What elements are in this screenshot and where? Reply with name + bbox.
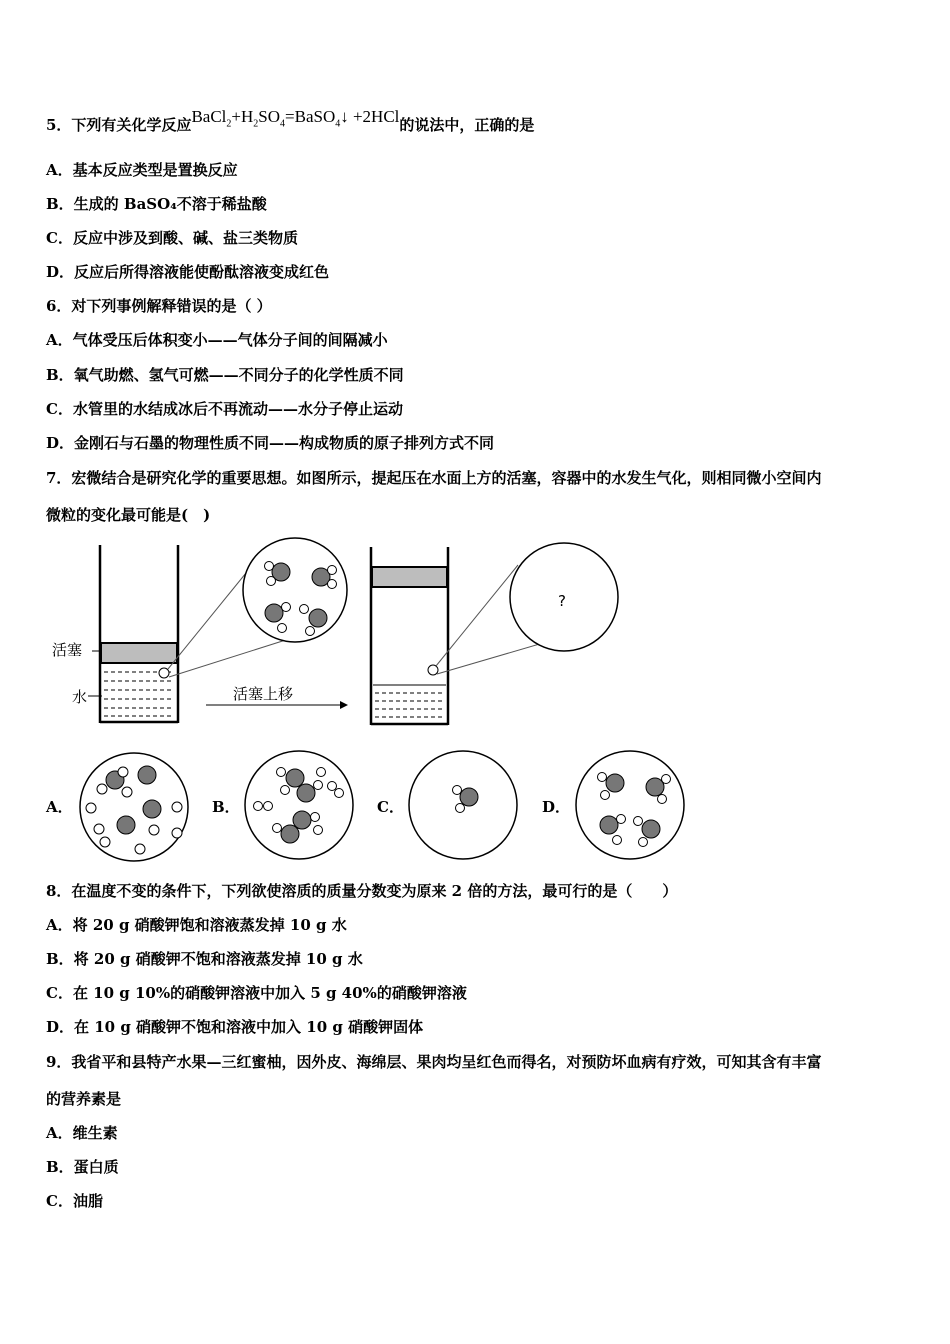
q7-option-c-label: C． [377,798,404,816]
q7-option-b-label: B． [212,798,240,816]
option-a-diagram [80,753,188,861]
q9-option-a: A．维生素 [46,1124,118,1142]
q6-stem: 6．对下列事例解释错误的是（ ） [46,297,272,315]
q6-option-a: A．气体受压后体积变小——气体分子间的间隔减小 [46,331,388,349]
piston-diagram [40,535,640,735]
right-zoom-spot [428,665,438,675]
q5-stem [46,107,535,142]
q6-option-c: C．水管里的水结成冰后不再流动——水分子停止运动 [46,400,403,418]
right-water [375,693,445,717]
q5-option-b: B．生成的 BaSO₄不溶于稀盐酸 [46,195,267,213]
option-b-diagram [245,751,353,859]
q7-option-a-label: A． [46,798,73,816]
q7-stem-line2: 微粒的变化最可能是( ) [46,506,211,524]
q7-stem-line1: 7．宏微结合是研究化学的重要思想。如图所示，提起压在水面上方的活塞，容器中的水发生气化，则相同微小空间内 [46,469,822,487]
q5-option-a: A．基本反应类型是置换反应 [46,161,238,179]
q5-suffix: 的说法中，正确的是 [399,116,535,134]
label-water: 水 [72,688,88,706]
q8-option-c: C．在 10 g 10%的硝酸钾溶液中加入 5 g 40%的硝酸钾溶液 [46,984,467,1002]
q5-option-c: C．反应中涉及到酸、碱、盐三类物质 [46,229,298,247]
left-zoom-spot [159,668,169,678]
left-piston [101,643,177,663]
q5-option-d: D．反应后所得溶液能使酚酞溶液变成红色 [46,263,330,281]
q8-option-a: A．将 20 g 硝酸钾饱和溶液蒸发掉 10 g 水 [46,916,347,934]
right-zoom-circle [510,543,618,651]
right-container [371,547,448,725]
left-zoom-circle [243,538,347,642]
left-container [52,545,178,723]
q9-stem-line2: 的营养素是 [46,1090,122,1108]
label-arrow: 活塞上移 [233,685,294,703]
q8-stem: 8．在温度不变的条件下，下列欲使溶质的质量分数变为原来 2 倍的方法，最可行的是（ ） [46,882,678,900]
q7-option-diagrams [70,745,700,865]
question-mark: ? [558,592,566,610]
q6-option-d: D．金刚石与石墨的物理性质不同——构成物质的原子排列方式不同 [46,434,495,452]
option-d-diagram [576,751,684,859]
q8-option-b: B．将 20 g 硝酸钾不饱和溶液蒸发掉 10 g 水 [46,950,363,968]
left-water [104,672,174,716]
q9-option-b: B．蛋白质 [46,1158,119,1176]
q8-option-d: D．在 10 g 硝酸钾不饱和溶液中加入 10 g 硝酸钾固体 [46,1018,424,1036]
q9-stem-line1: 9．我省平和县特产水果—三红蜜柚，因外皮、海绵层、果肉均呈红色而得名，对预防坏血病有疗效，可知其含有丰富 [46,1053,822,1071]
q7-option-d-label: D． [542,798,571,816]
option-c-diagram [409,751,517,859]
q6-option-b: B．氧气助燃、氢气可燃——不同分子的化学性质不同 [46,366,404,384]
q5-formula: $BaCl_2+H_2SO_4=BaSO_4↓ +2HCl$ [191,107,400,130]
label-piston: 活塞 [52,641,83,659]
arrow-piston-up [206,685,348,709]
q9-option-c: C．油脂 [46,1192,103,1210]
q5-prefix: 5．下列有关化学反应 [46,116,192,134]
right-piston [372,567,447,587]
